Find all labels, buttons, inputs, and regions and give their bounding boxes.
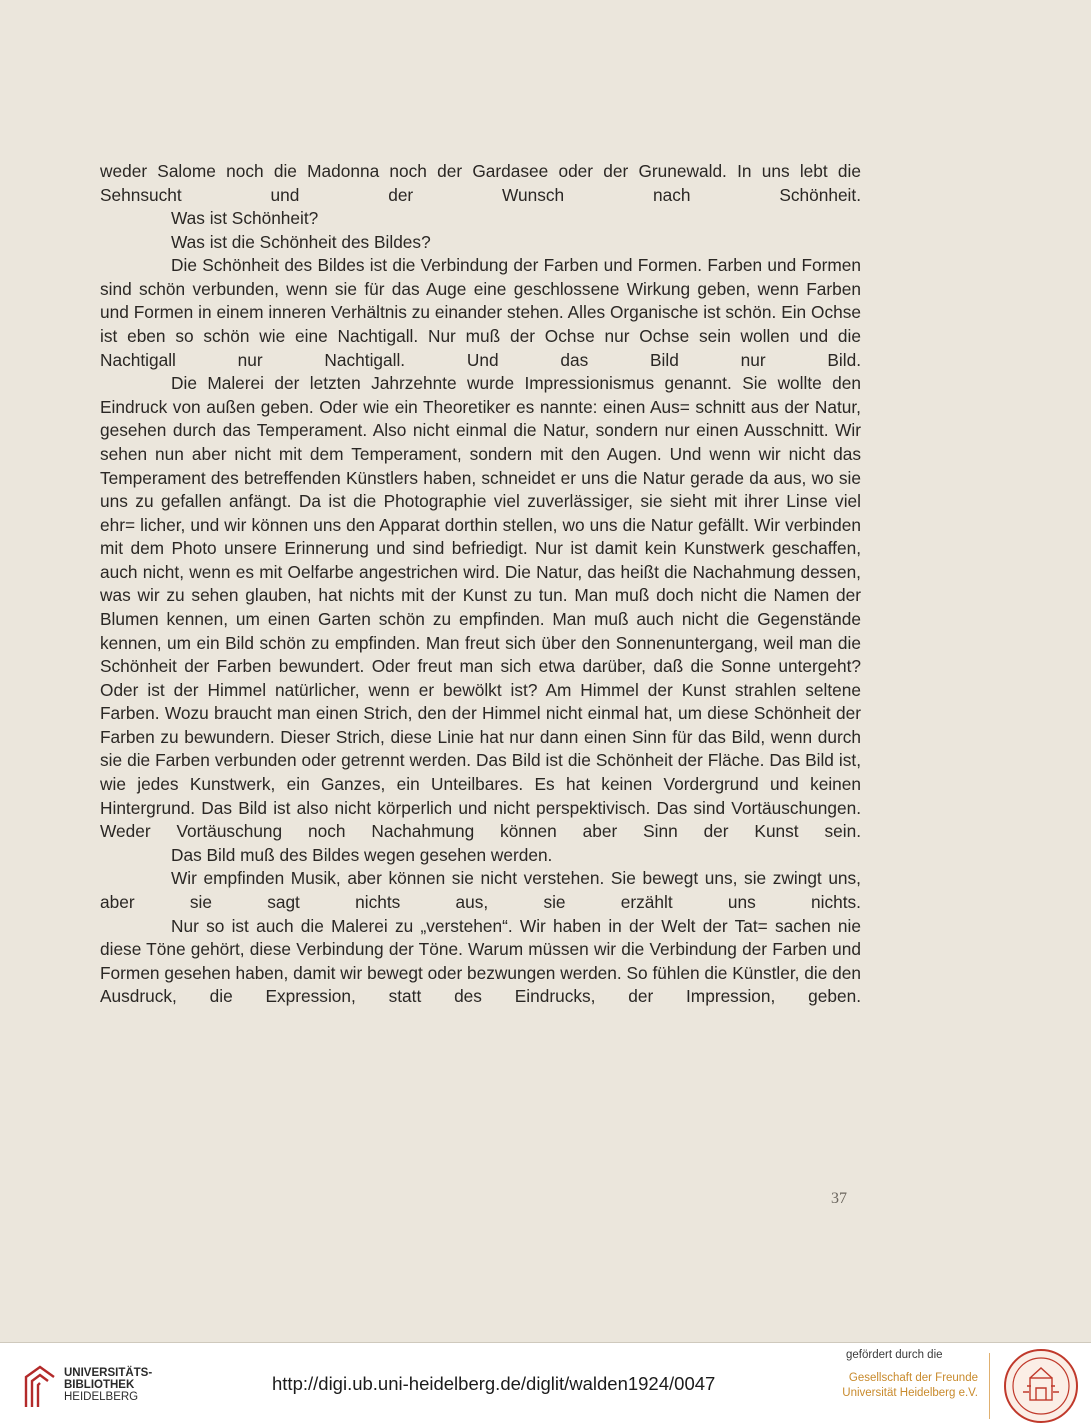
- paragraph: Nur so ist auch die Malerei zu „verstehen“. Wir haben in der Welt der Tat= sachen nie diese Töne gehört, diese Verbindung der Töne. Warum müssen wir die Verbindung der Farben und Formen gesehen haben, damit wir bewegt oder bezwungen werden. So fühlen die Künstler, die den Ausdruck, die Expression, statt des Eindrucks, der Impression, geben.: [100, 915, 861, 1007]
- paragraph: Was ist Schönheit?: [171, 208, 319, 229]
- library-logo-icon[interactable]: [22, 1363, 58, 1409]
- digitization-footer: [0, 1342, 1091, 1425]
- paragraph: Die Malerei der letzten Jahrzehnte wurde Impressionismus genannt. Sie wollte den Eindruck von außen geben. Oder wie ein Theoretiker es nannte: einen Aus= schnitt aus der Natur, gesehen durch das Temperament. Also nicht einmal die Natur, sondern nur einen Ausschnitt. Wir sehen nun aber nicht mit dem Temperament, sondern mit den Augen. Und wenn wir nicht das Temperament des betreffenden Künstlers haben, schneidet er uns die Natur gerade da aus, wo sie uns zu gefallen anfängt. Da ist die Photographie viel zuverlässiger, sie sieht mit ihrer Linse viel ehr= licher, und wir können uns den Apparat dorthin stellen, wo uns die Natur gefällt. Wir verbinden mit dem Photo unsere Erinnerung und sind befriedigt. Nur ist damit kein Kunstwerk geschaffen, auch nicht, wenn es mit Oelfarbe angestrichen wird. Die Natur, das heißt die Nachahmung dessen, was wir zu sehen glauben, hat nichts mit der Kunst zu tun. Man muß doch nicht die Namen der Blumen kennen, um einen Garten schön zu empfinden. Man muß auch nicht die Gegenstände kennen, um ein Bild schön zu empfinden. Man freut sich über den Sonnenuntergang, weil man die Schönheit der Farben bewundert. Oder freut man sich etwa darüber, daß die Sonne untergeht? Oder ist der Himmel natürlicher, wenn er bewölkt ist? Am Himmel der Kunst strahlen seltene Farben. Wozu braucht man einen Strich, den der Himmel nicht einmal hat, um diese Schönheit der Farben zu bewundern. Dieser Strich, diese Linie hat nur dann einen Sinn für das Bild, wenn durch sie die Farben verbunden oder getrennt werden. Das Bild ist die Schönheit der Fläche. Das Bild ist, wie jedes Kunstwerk, ein Ganzes, ein Unteilbares. Es hat keinen Vordergrund und keinen Hintergrund. Das Bild ist also nicht körperlich und nicht perspektivisch. Das sind Vortäuschungen. Weder Vortäuschung noch Nachahmung können aber Sinn der Kunst sein.: [100, 373, 861, 842]
- sponsor-name-line: Gesellschaft der Freunde: [848, 1372, 978, 1384]
- footer-divider: [989, 1353, 990, 1419]
- paragraph: Das Bild muß des Bildes wegen gesehen werden.: [171, 844, 553, 865]
- paragraph: weder Salome noch die Madonna noch der Gardasee oder der Grunewald. In uns lebt die Sehnsucht und der Wunsch nach Schönheit.: [100, 161, 861, 205]
- paragraph: Wir empfinden Musik, aber können sie nicht verstehen. Sie bewegt uns, sie zwingt uns, aber sie sagt nichts aus, sie erzählt uns nichts.: [100, 868, 861, 912]
- university-seal-icon: [1003, 1348, 1079, 1424]
- library-name-line: UNIVERSITÄTS-: [64, 1367, 153, 1379]
- permalink-url[interactable]: http://digi.ub.uni-heidelberg.de/diglit/walden1924/0047: [272, 1373, 716, 1394]
- sponsor-name: [842, 1371, 978, 1401]
- library-name-line: BIBLIOTHEK: [64, 1379, 135, 1391]
- body-text: [100, 160, 861, 1009]
- paragraph: Die Schönheit des Bildes ist die Verbindung der Farben und Formen. Farben und Formen sind schön verbunden, wenn sie für das Auge eine geschlossene Wirkung geben, wenn Farben und Formen in einem inneren Verhältnis zu einander stehen. Alles Organische ist schön. Ein Ochse ist eben so schön wie eine Nachtigall. Nur muß der Ochse nur Ochse sein wollen und die Nachtigall nur Nachtigall. Und das Bild nur Bild.: [100, 255, 861, 370]
- library-name-line: HEIDELBERG: [64, 1391, 139, 1403]
- page-number: 37: [831, 1190, 847, 1207]
- sponsor-name-line: Universität Heidelberg e.V.: [842, 1387, 978, 1399]
- paragraph: Was ist die Schönheit des Bildes?: [171, 231, 431, 252]
- sponsor-label: gefördert durch die: [846, 1349, 943, 1361]
- library-name: [64, 1367, 152, 1403]
